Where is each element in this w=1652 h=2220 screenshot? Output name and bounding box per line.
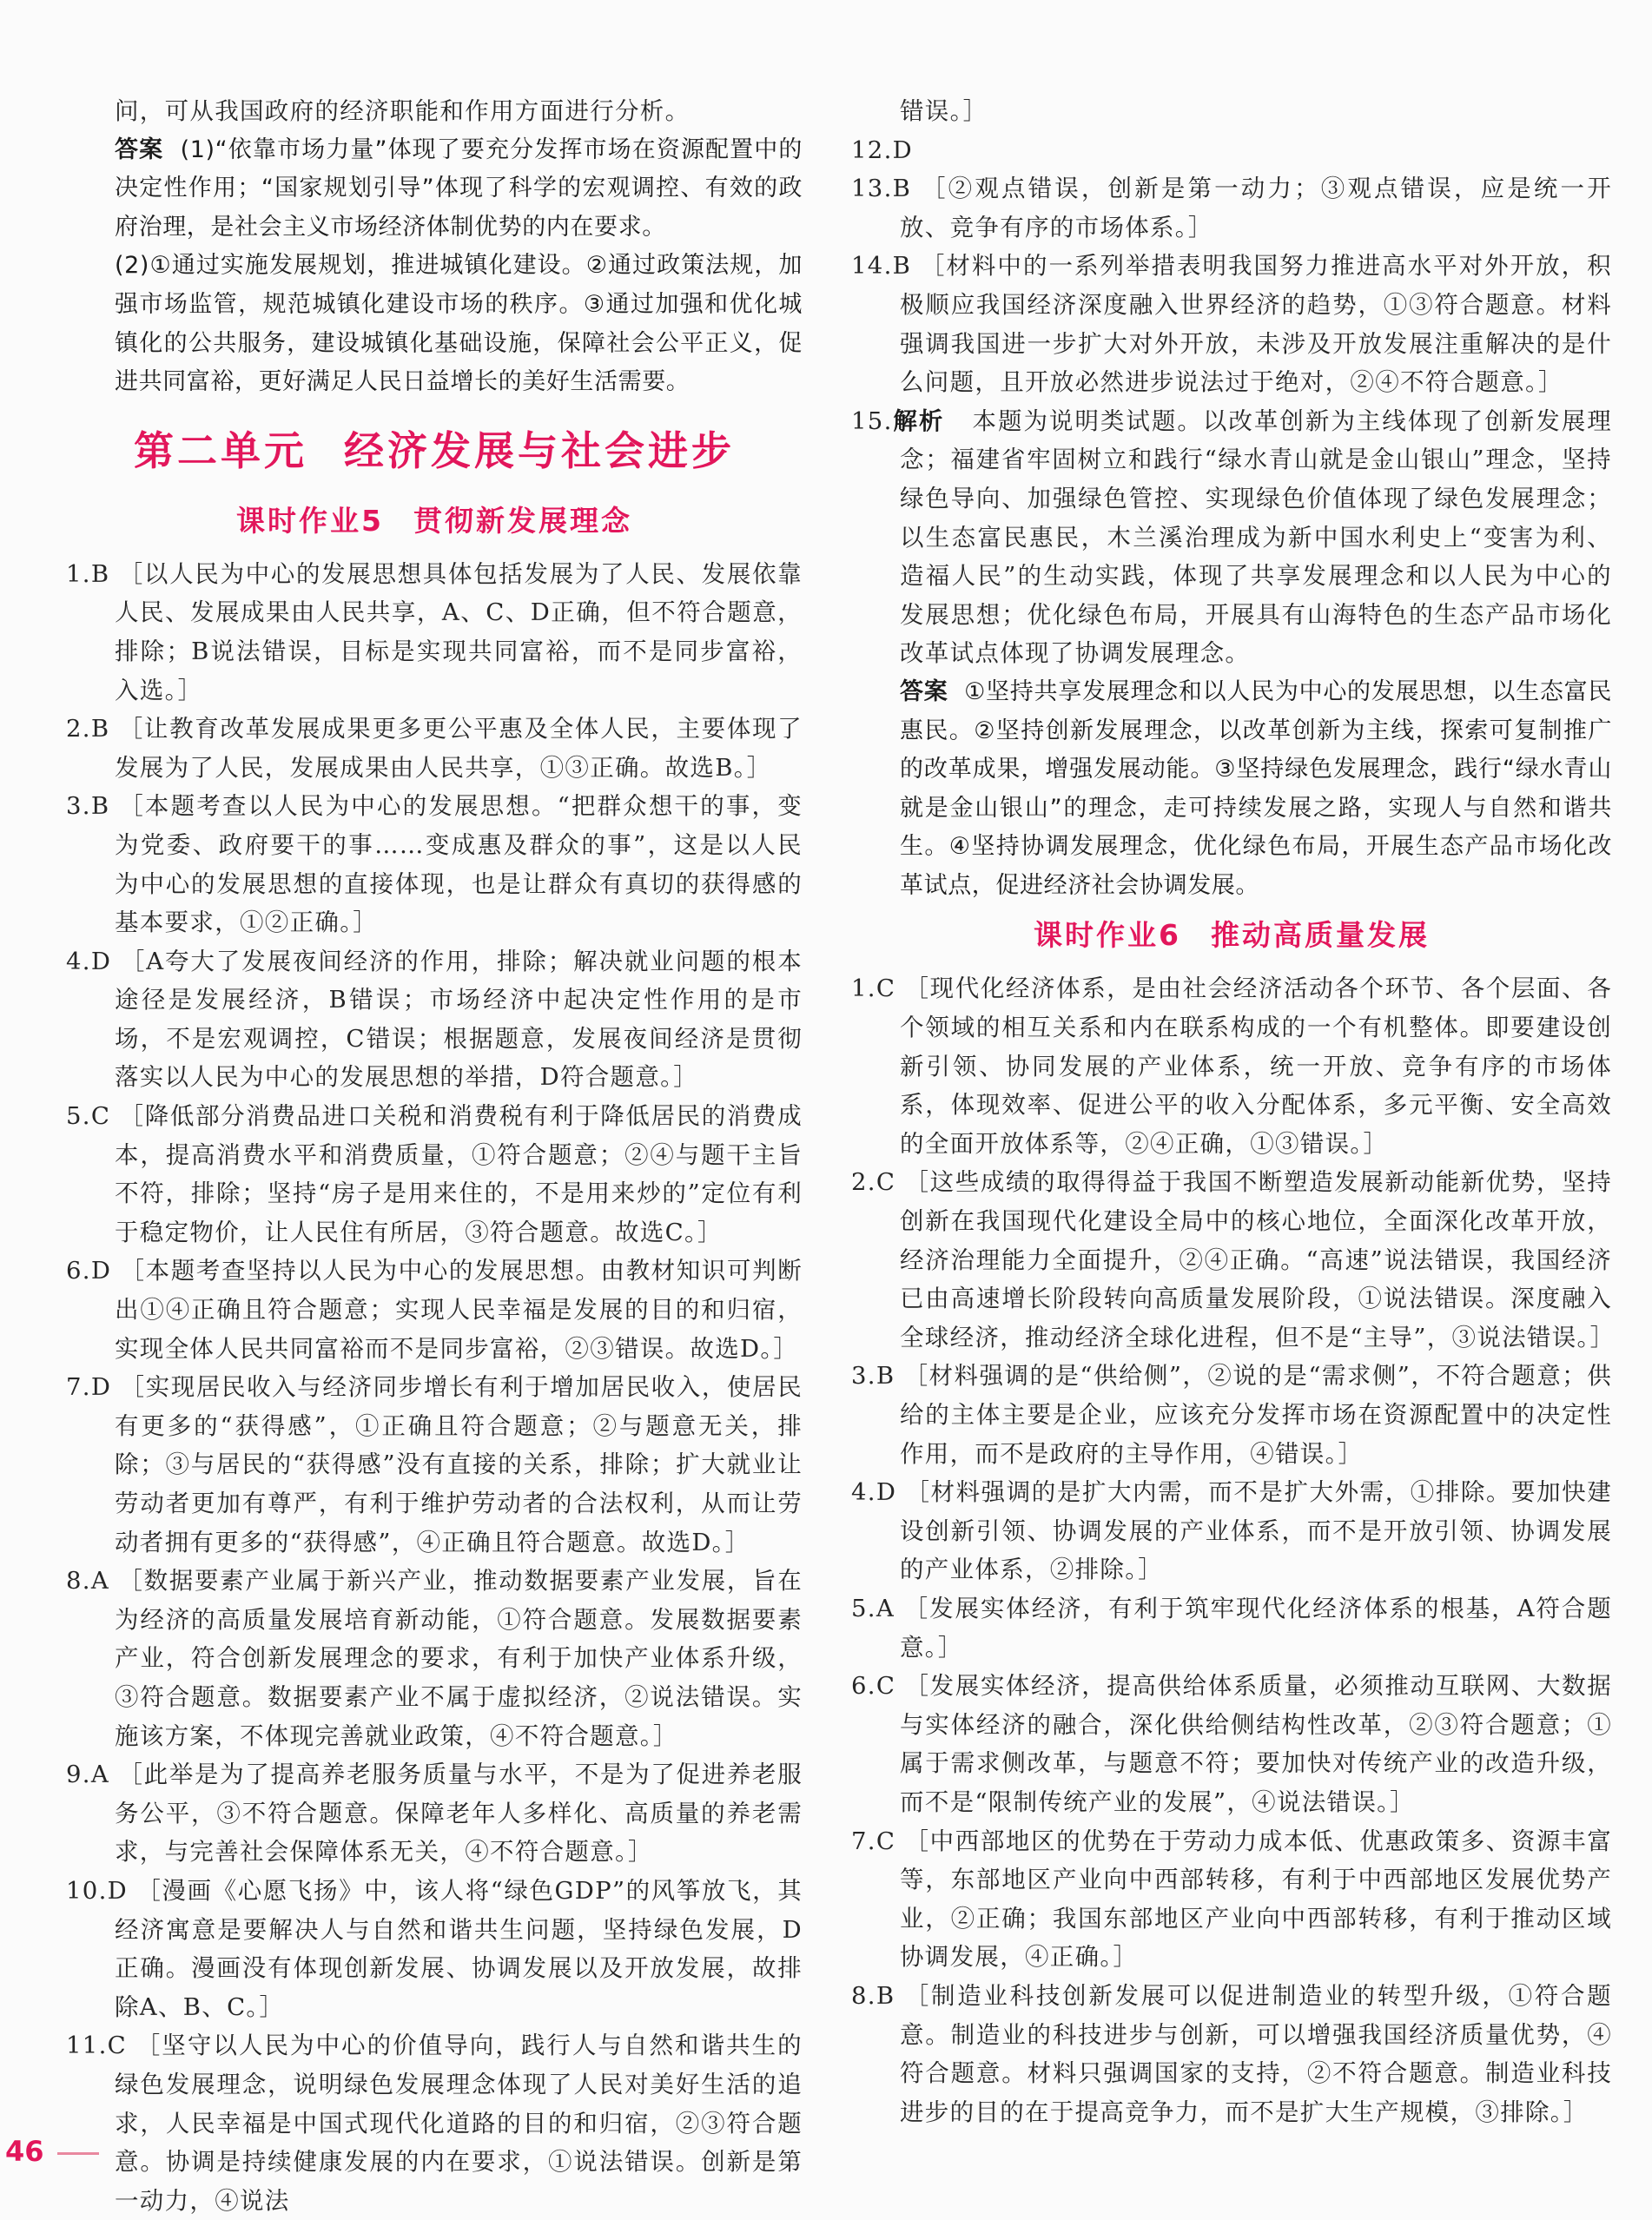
- question-item: 10.D ［漫画《心愿飞扬》中，该人将“绿色GDP”的风筝放飞，其经济寓意是要解决人与自然和谐共生问题，坚持绿色发展，D正确。漫画没有体现创新发展、协调发展以及开放发展，故排除A、B、C。］: [66, 1876, 803, 2021]
- analysis-label: 解析: [892, 406, 945, 435]
- question-item: 2.C ［这些成绩的取得得益于我国不断塑造发展新动能新优势，坚持创新在我国现代化建设全局中的核心地位，全面深化改革开放，经济治理能力全面提升，②④正确。“高速”说法错误，我国经济已由高速增长阶段转向高质量发展阶段，①说法错误。深度融入全球经济，推动经济全球化进程，但不是“主导”，③说法错误。］: [851, 1168, 1616, 1351]
- question-item: 6.C ［发展实体经济，提高供给体系质量，必须推动互联网、大数据与实体经济的融合，深化供给侧结构性改革，②③符合题意；①属于需求侧改革，与题意不符；要加快对传统产业的改造升级，而不是“限制传统产业的发展”，④说法错误。］: [851, 1672, 1612, 1816]
- unit-title-name: 经济发展与社会进步: [344, 426, 735, 474]
- question-item: 8.A ［数据要素产业属于新兴产业，推动数据要素产业发展，旨在为经济的高质量发展培育新动能，①符合题意。发展数据要素产业，符合创新发展理念的要求，有利于加快产业体系升级，③符合题意。数据要素产业不属于虚拟经济，②说法错误。实施该方案，不体现完善就业政策，④不符合题意。］: [66, 1567, 803, 1750]
- page-number-dash: [57, 2152, 99, 2155]
- section-title-6: [851, 914, 1612, 957]
- question-item: 3.B ［本题考查以人民为中心的发展思想。“把群众想干的事，变为党委、政府要干的事……变成惠及群众的事”，这是以人民为中心的发展思想的直接体现，也是让群众有真切的获得感的基本要求，①②正确。］: [66, 792, 803, 937]
- item-11-continuation: 错误。］: [900, 97, 988, 125]
- question-item: 1.B ［以人民为中心的发展思想具体包括发展为了人民、发展依靠人民、发展成果由人民共享，A、C、D正确，但不符合题意，排除；B说法错误，目标是实现共同富裕，而不是同步富裕，入选。］: [66, 559, 803, 704]
- question-item: 8.B ［制造业科技创新发展可以促进制造业的转型升级，①符合题意。制造业的科技进步与创新，可以增强我国经济质量优势，④符合题意。材料只强调国家的支持，②不符合题意。制造业科技进步的目的在于提高竞争力，而不是扩大生产规模，③排除。］: [851, 1981, 1612, 2126]
- question-15-answer: [851, 673, 1612, 906]
- q15-number: 15.: [851, 406, 893, 435]
- question-item-15-analysis: [851, 402, 1612, 673]
- intro-continuation: 问，可从我国政府的经济职能和作用方面进行分析。: [115, 97, 691, 125]
- q15-answer-text: ①坚持共享发展理念和以人民为中心的发展思想，以生态富民惠民。②坚持创新发展理念，以改革创新为主线，探索可复制推广的改革成果，增强发展动能。③坚持绿色发展理念，践行“绿水青山就是金山银山”的理念，走可持续发展之路，实现人与自然和谐共生。④坚持协调发展理念，优化绿色布局，开展生态产品市场化改革试点，促进经济社会协调发展。: [900, 677, 1612, 899]
- question-item: 9.A ［此举是为了提高养老服务质量与水平，不是为了促进养老服务公平，③不符合题意。保障老年人多样化、高质量的养老需求，与完善社会保障体系无关，④不符合题意。］: [66, 1761, 803, 1867]
- question-item: 4.D ［材料强调的是扩大内需，而不是扩大外需，①排除。要加快建设创新引领、协调发展的产业体系，而不是开放引领、协调发展的产业体系，②排除。］: [851, 1478, 1612, 1584]
- answer-part1: [66, 131, 803, 248]
- q15-analysis-text: 本题为说明类试题。以改革创新为主线体现了创新发展理念；福建省牢固树立和践行“绿水青山就是金山银山”理念，坚持绿色导向、加强绿色管控、实现绿色价值体现了绿色发展理念；以生态富民惠民，木兰溪治理成为新中国水利史上“变害为利、造福人民”的生动实践，体现了共享发展理念和以人民为中心的发展思想；优化绿色布局，开展具有山海特色的生态产品市场化改革试点体现了协调发展理念。: [900, 406, 1612, 668]
- answer-part2: (2)①通过实施发展规划，推进城镇化建设。②通过政策法规，加强市场监管，规范城镇化建设市场的秩序。③通过加强和优化城镇化的公共服务，建设城镇化基础设施，保障社会公平正义，促进共同富裕，更好满足人民日益增长的美好生活需要。: [115, 252, 803, 396]
- question-item: 13.B ［②观点错误，创新是第一动力；③观点错误，应是统一开放、竞争有序的市场体系。］: [851, 175, 1612, 241]
- section-title-5-number: 课时作业5: [236, 503, 384, 538]
- question-item: 14.B ［材料中的一系列举措表明我国努力推进高水平对外开放，积极顺应我国经济深度融入世界经济的趋势，①③符合题意。材料强调我国进一步扩大对外开放，未涉及开放发展注重解决的是什么问题，且开放必然进步说法过于绝对，②④不符合题意。］: [851, 252, 1612, 397]
- section-title-6-name: 推动高质量发展: [1210, 918, 1430, 953]
- question-item: 12.D: [851, 135, 913, 164]
- unit-title-number: 第二单元: [134, 426, 307, 474]
- unit-title: [66, 425, 803, 477]
- right-column: [851, 92, 1616, 2131]
- question-item: 5.C ［降低部分消费品进口关税和消费税有利于降低居民的消费成本，提高消费水平和消费质量，①符合题意；②④与题干主旨不符，排除；坚持“房子是用来住的，不是用来炒的”定位有利于稳定物价，让人民住有所居，③符合题意。故选C。］: [66, 1102, 803, 1246]
- question-item: 7.D ［实现居民收入与经济同步增长有利于增加居民收入，使居民有更多的“获得感”，①正确且符合题意；②与题意无关，排除；③与居民的“获得感”没有直接的关系，排除；扩大就业让劳动者更加有尊严，有利于维护劳动者的合法权利，从而让劳动者拥有更多的“获得感”，④正确且符合题意。故选D。］: [66, 1373, 803, 1556]
- section-title-6-number: 课时作业6: [1034, 918, 1181, 953]
- question-item: 2.B ［让教育改革发展成果更多更公平惠及全体人民，主要体现了发展为了人民，发展成果由人民共享，①③正确。故选B。］: [66, 715, 803, 782]
- question-item: 7.C ［中西部地区的优势在于劳动力成本低、优惠政策多、资源丰富等，东部地区产业向中西部转移，有利于中西部地区发展优势产业，②正确；我国东部地区产业向中西部转移，有利于推动区域协调发展，④正确。］: [851, 1827, 1612, 1972]
- question-item: 5.A ［发展实体经济，有利于筑牢现代化经济体系的根基，A符合题意。］: [851, 1594, 1612, 1662]
- left-column: [66, 92, 803, 2220]
- answer-label: 答案: [115, 135, 164, 163]
- page-number: 46: [5, 2135, 44, 2168]
- answer-label: 答案: [900, 677, 948, 705]
- answer-part1-text: (1)“依靠市场力量”体现了要充分发挥市场在资源配置中的决定性作用；“国家规划引导”体现了科学的宏观调控、有效的政府治理，是社会主义市场经济体制优势的内在要求。: [115, 135, 803, 241]
- question-item: 3.B ［材料强调的是“供给侧”，②说的是“需求侧”，不符合题意；供给的主体主要是企业，应该充分发挥市场在资源配置中的决定性作用，而不是政府的主导作用，④错误。］: [851, 1362, 1612, 1468]
- section-title-5: [66, 499, 803, 543]
- section-title-5-name: 贯彻新发展理念: [413, 503, 632, 538]
- question-item: 4.D ［A夸大了发展夜间经济的作用，排除；解决就业问题的根本途径是发展经济，B错误；市场经济中起决定性作用的是市场，不是宏观调控，C错误；根据题意，发展夜间经济是贯彻落实以人民为中心的发展思想的举措，D符合题意。］: [66, 947, 803, 1092]
- question-item: 1.C ［现代化经济体系，是由社会经济活动各个环节、各个层面、各个领域的相互关系和内在联系构成的一个有机整体。即要建设创新引领、协同发展的产业体系，统一开放、竞争有序的市场体系，体现效率、促进公平的收入分配体系，多元平衡、安全高效的全面开放体系等，②④正确，①③错误。］: [851, 975, 1612, 1158]
- question-item: 6.D ［本题考查坚持以人民为中心的发展思想。由教材知识可判断出①④正确且符合题意；实现人民幸福是发展的目的和归宿，实现全体人民共同富裕而不是同步富裕，②③错误。故选D。］: [66, 1257, 803, 1363]
- question-item: 11.C ［坚守以人民为中心的价值导向，践行人与自然和谐共生的绿色发展理念，说明绿色发展理念体现了人民对美好生活的追求，人民幸福是中国式现代化道路的目的和归宿，②③符合题意。协调是持续健康发展的内在要求，①说法错误。创新是第一动力，④说法: [66, 2032, 803, 2215]
